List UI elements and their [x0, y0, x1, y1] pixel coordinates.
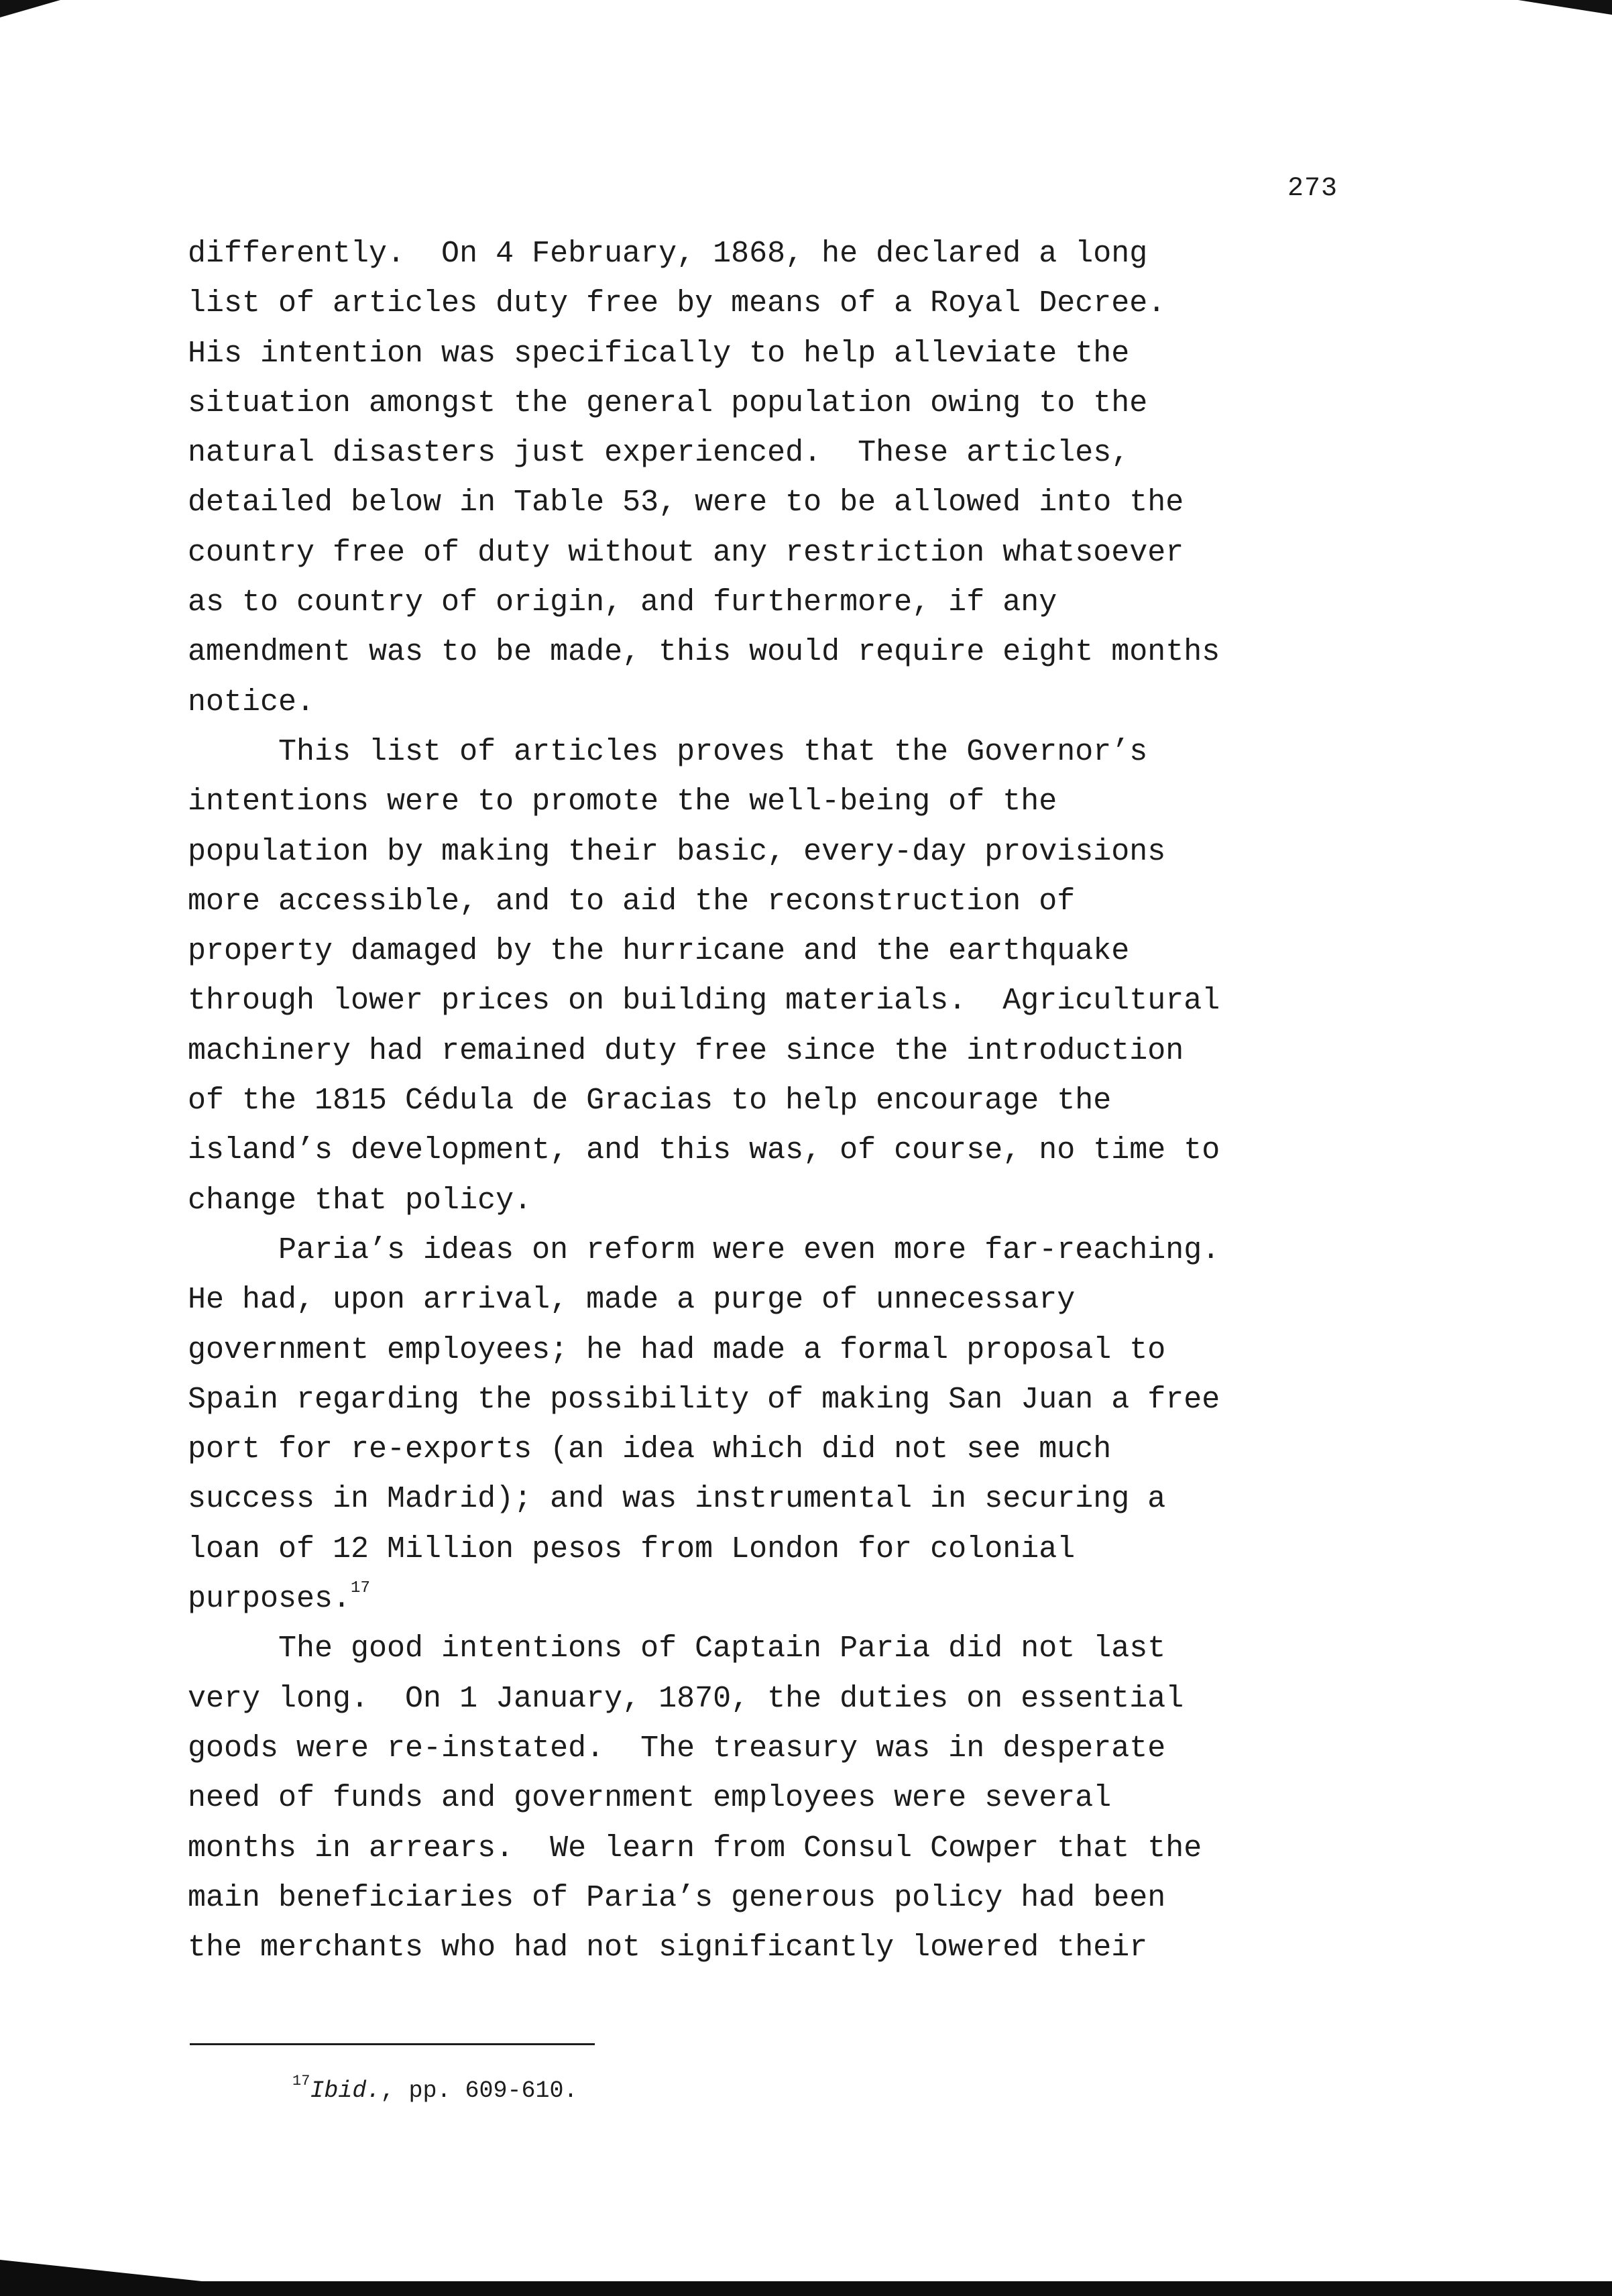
text-line: population by making their basic, every-day provisions: [188, 834, 1166, 869]
body-text: [188, 229, 1368, 1973]
text-line: the merchants who had not significantly lowered their: [188, 1931, 1148, 1965]
text-line: differently. On 4 February, 1868, he declared a long: [188, 237, 1148, 271]
text-line: property damaged by the hurricane and the earthquake: [188, 934, 1130, 969]
text-line: more accessible, and to aid the reconstruction of: [188, 884, 1076, 919]
text-line: situation amongst the general population owing to the: [188, 386, 1148, 420]
text-line: through lower prices on building materials. Agricultural: [188, 984, 1220, 1019]
text-line: very long. On 1 January, 1870, the duties on essential: [188, 1681, 1184, 1716]
footnote-marker: 17: [292, 2073, 310, 2089]
scan-corner-artifact: [1518, 0, 1612, 15]
scan-corner-artifact: [0, 0, 60, 17]
text-line: notice.: [188, 685, 315, 720]
text-line: country free of duty without any restriction whatsoever: [188, 535, 1184, 570]
paragraph-start-line: Paria’s ideas on reform were even more far-reaching.: [188, 1232, 1220, 1267]
paragraph-start-line: The good intentions of Captain Paria did not last: [188, 1631, 1166, 1666]
text-line: need of funds and government employees were several: [188, 1781, 1112, 1816]
text-line: of the 1815 Cédula de Gracias to help encourage the: [188, 1084, 1112, 1118]
text-line: list of articles duty free by means of a Royal Decree.: [188, 286, 1166, 321]
paragraph-start-line: This list of articles proves that the Governor’s: [188, 734, 1148, 769]
text-line: Spain regarding the possibility of making San Juan a free: [188, 1382, 1220, 1417]
footnote-reference: 17: [351, 1579, 370, 1598]
scan-edge-artifact: [0, 2281, 1612, 2296]
text-line: port for re-exports (an idea which did not see much: [188, 1432, 1112, 1467]
page-number: 273: [1287, 174, 1338, 204]
text-line: island’s development, and this was, of course, no time to: [188, 1133, 1220, 1168]
scan-edge-artifact: [0, 2260, 215, 2283]
text-line: goods were re-instated. The treasury was in desperate: [188, 1731, 1166, 1766]
text-line: government employees; he had made a formal proposal to: [188, 1332, 1166, 1367]
text-line-with-footnote: [188, 1574, 1368, 1624]
text-line: as to country of origin, and furthermore, if any: [188, 585, 1057, 620]
text-line: amendment was to be made, this would require eight months: [188, 635, 1220, 670]
text-line: loan of 12 Million pesos from London for colonial: [188, 1532, 1076, 1566]
text-line: natural disasters just experienced. These articles,: [188, 436, 1130, 471]
footnote-divider: [190, 2043, 595, 2045]
footnote: [292, 2072, 578, 2110]
text-line: intentions were to promote the well-being of the: [188, 785, 1057, 819]
footnote-pages: , pp. 609-610.: [380, 2077, 578, 2104]
text-line: main beneficiaries of Paria’s generous policy had been: [188, 1880, 1166, 1915]
text-line: machinery had remained duty free since the introduction: [188, 1033, 1184, 1068]
text-line: success in Madrid); and was instrumental in securing a: [188, 1482, 1166, 1517]
text-line: change that policy.: [188, 1183, 532, 1218]
text-line-content: purposes.: [188, 1582, 351, 1617]
footnote-source: Ibid.: [310, 2077, 381, 2104]
text-line: detailed below in Table 53, were to be allowed into the: [188, 485, 1184, 520]
text-line: He had, upon arrival, made a purge of unnecessary: [188, 1283, 1076, 1318]
text-line: months in arrears. We learn from Consul Cowper that the: [188, 1831, 1202, 1866]
text-line: His intention was specifically to help alleviate the: [188, 336, 1130, 371]
